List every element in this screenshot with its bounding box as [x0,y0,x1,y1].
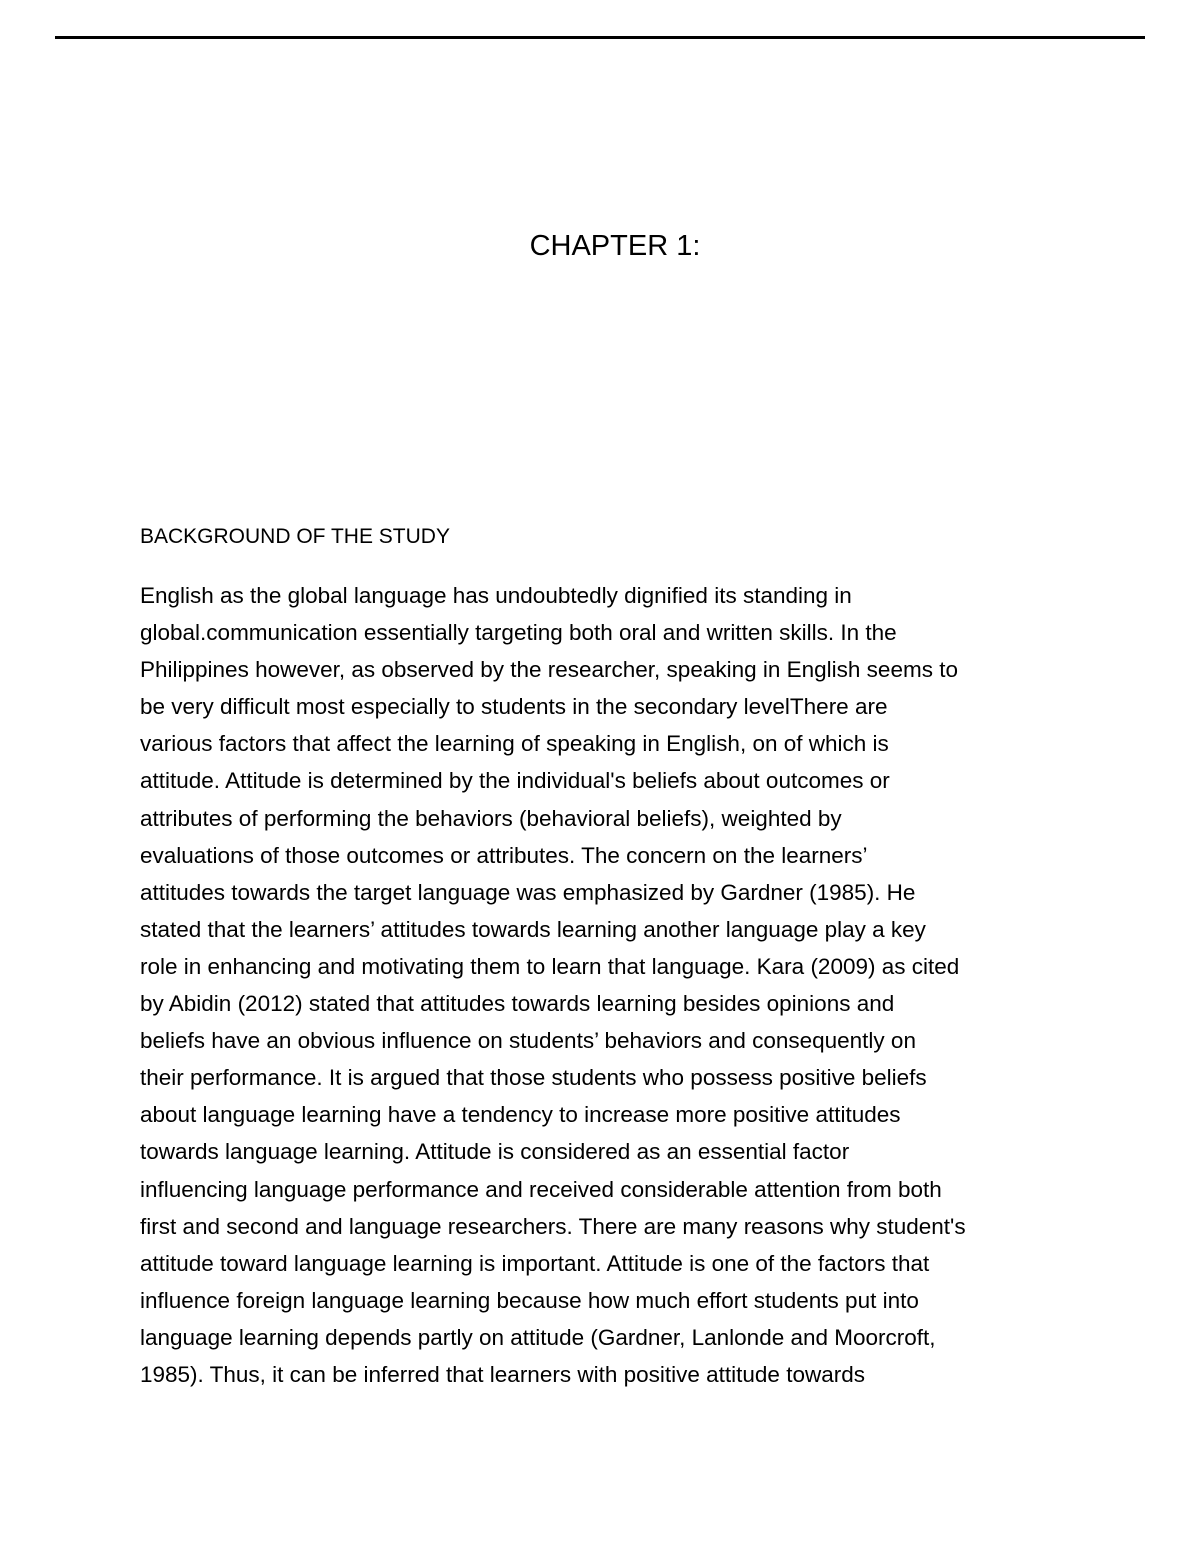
body-line: towards language learning. Attitude is considered as an essential factor [140,1139,850,1165]
body-line: first and second and language researchers. There are many reasons why student's [140,1213,966,1239]
body-line: role in enhancing and motivating them to learn that language. Kara (2009) as cited [140,953,960,979]
header-rule [55,36,1145,39]
body-line: beliefs have an obvious influence on students’ behaviors and consequently on [140,1028,916,1054]
body-line: attitude. Attitude is determined by the individual's beliefs about outcomes or [140,768,890,794]
body-line: 1985). Thus, it can be inferred that learners with positive attitude towards [140,1361,865,1387]
body-line: language learning depends partly on attitude (Gardner, Lanlonde and Moorcroft, [140,1324,936,1350]
body-line: be very difficult most especially to students in the secondary levelThere are [140,694,888,720]
body-paragraph [140,577,1100,1393]
body-line: evaluations of those outcomes or attributes. The concern on the learners’ [140,842,868,868]
body-line: about language learning have a tendency to increase more positive attitudes [140,1102,901,1128]
body-line: attitudes towards the target language was emphasized by Gardner (1985). He [140,879,916,905]
body-line: by Abidin (2012) stated that attitudes towards learning besides opinions and [140,991,895,1017]
body-line: influencing language performance and received considerable attention from both [140,1176,942,1202]
body-line: attitude toward language learning is important. Attitude is one of the factors that [140,1250,930,1276]
body-line: attributes of performing the behaviors (behavioral beliefs), weighted by [140,805,842,831]
body-line: global.communication essentially targeting both oral and written skills. In the [140,620,897,646]
body-line: their performance. It is argued that those students who possess positive beliefs [140,1065,927,1091]
body-line: English as the global language has undoubtedly dignified its standing in [140,583,852,608]
body-line: Philippines however, as observed by the researcher, speaking in English seems to [140,657,958,683]
chapter-title: CHAPTER 1: [529,230,701,262]
body-line: various factors that affect the learning of speaking in English, on of which is [140,731,889,757]
section-heading: BACKGROUND OF THE STUDY [140,525,450,548]
body-line: stated that the learners’ attitudes towards learning another language play a key [140,916,926,942]
body-line: influence foreign language learning because how much effort students put into [140,1287,919,1313]
